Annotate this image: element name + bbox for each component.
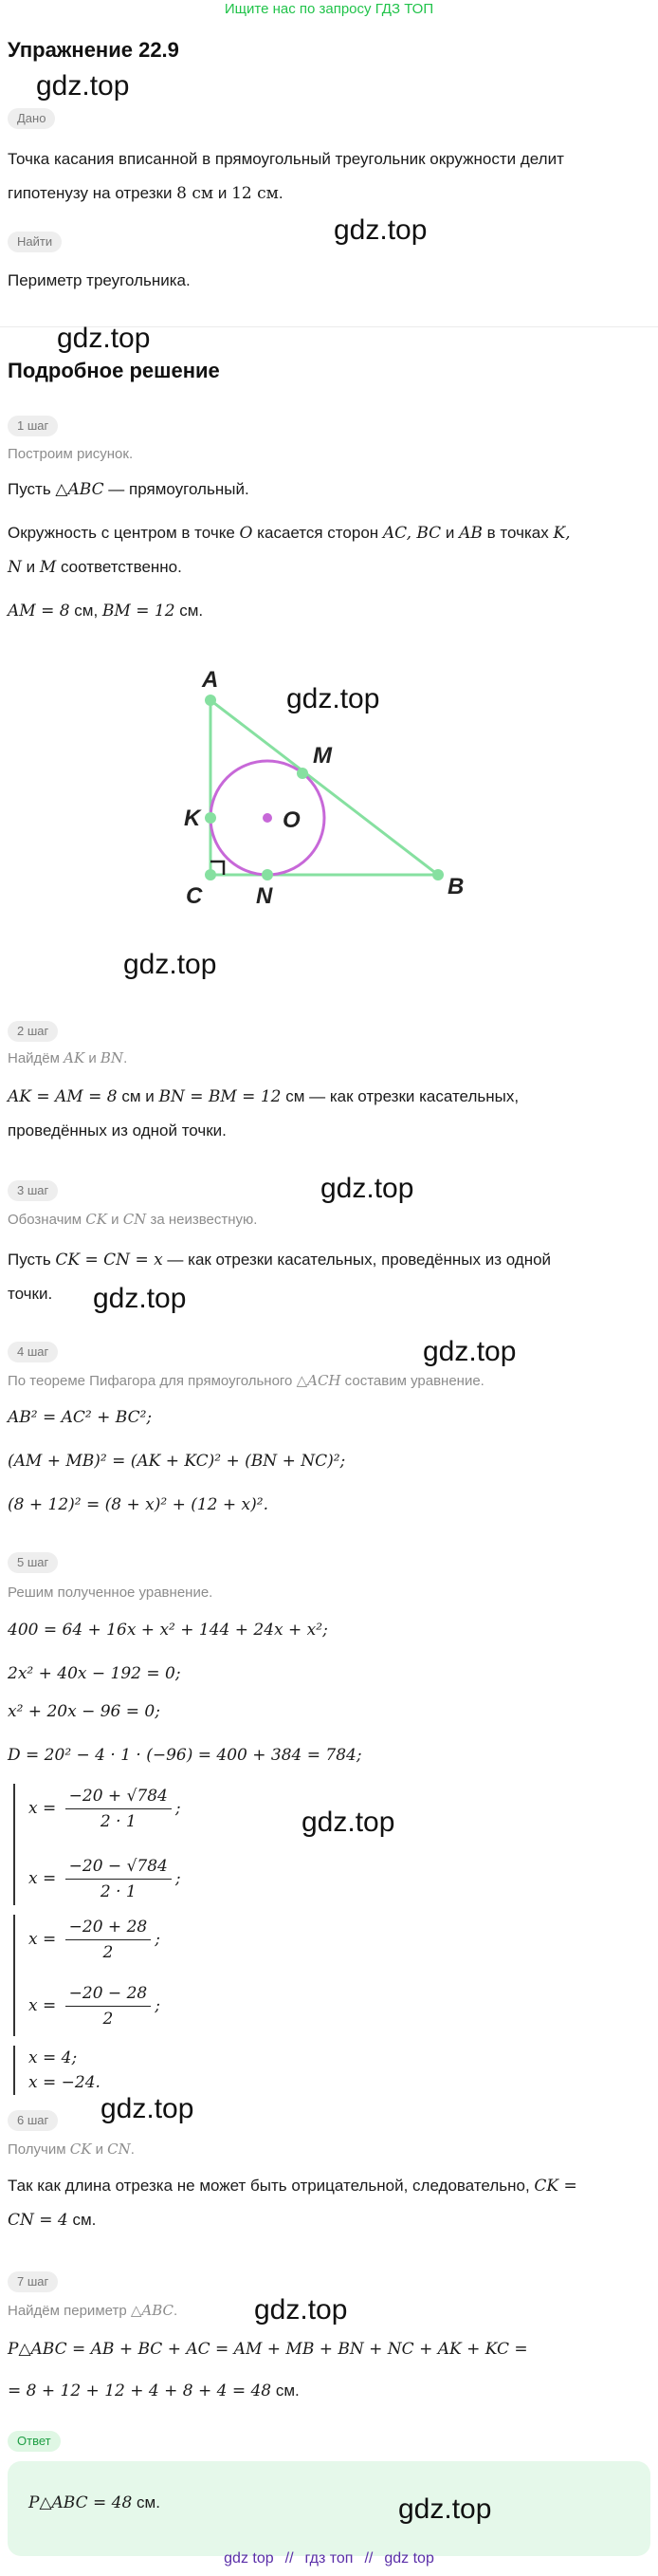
given-line-1: Точка касания вписанной в прямоугольный треугольник окружности делит bbox=[8, 150, 564, 168]
step-2-line-2: проведённых из одной точки. bbox=[8, 1121, 227, 1140]
step-3-line-1: Пусть CK = CN = x — как отрезки касательных, проведённых из одной bbox=[8, 1251, 552, 1269]
step-5-equation-4: D = 20² − 4 · 1 · (−96) = 400 + 384 = 784; bbox=[8, 1746, 362, 1765]
step-3-caption: Обозначим CK и CN за неизвестную. bbox=[8, 1211, 258, 1228]
step-6-line-2: CN = 4 см. bbox=[8, 2211, 97, 2230]
system-1-row-2: x = $\frac{-20 - √784}{2 \cdot 1}$ ; bbox=[28, 1857, 181, 1901]
step-5-equation-2: 2x² + 40x − 192 = 0; bbox=[8, 1664, 181, 1683]
footer-link-2[interactable]: гдз топ bbox=[304, 2550, 354, 2567]
step-5-equation-1: 400 = 64 + 16x + x² + 144 + 24x + x²; bbox=[8, 1621, 328, 1640]
step-6-line-1: Так как длина отрезка не может быть отрицательной, следовательно, CK = bbox=[8, 2177, 577, 2196]
step-6-caption: Получим CK и CN. bbox=[8, 2140, 135, 2158]
label-n: N bbox=[256, 883, 273, 909]
watermark: gdz.top bbox=[101, 2093, 194, 2124]
fraction: $\frac{-20 - √784}{2 \cdot 1}$ bbox=[65, 1856, 172, 1902]
find-text: Периметр треугольника. bbox=[8, 271, 191, 289]
footer-separator: // bbox=[284, 2550, 294, 2567]
fraction: $\frac{-20 + √784}{2 \cdot 1}$ bbox=[65, 1786, 172, 1832]
watermark: gdz.top bbox=[423, 1336, 517, 1367]
label-b: B bbox=[448, 874, 465, 899]
vertex-a-point bbox=[205, 695, 216, 706]
watermark: gdz.top bbox=[398, 2493, 492, 2525]
answer-badge: Ответ bbox=[8, 2431, 61, 2452]
step-4-equation-1: AB² = AC² + BC²; bbox=[8, 1408, 153, 1427]
step-1-line-2: Окружность с центром в точке O касается сторон AC, BC и AB в точках K, bbox=[8, 524, 571, 543]
watermark: gdz.top bbox=[320, 1173, 414, 1204]
step-1-line-4: AM = 8 см, BM = 12 см. bbox=[8, 602, 204, 621]
watermark: gdz.top bbox=[286, 683, 380, 714]
step-7-badge: 7 шаг bbox=[8, 2271, 58, 2292]
point-m bbox=[297, 768, 308, 779]
system-bracket-2 bbox=[13, 1915, 15, 2036]
system-2-row-2: x = $\frac{-20 - 28}{2}$ ; bbox=[28, 1984, 160, 2029]
step-2-badge: 2 шаг bbox=[8, 1021, 58, 1042]
system-2-row-1: x = $\frac{-20 + 28}{2}$ ; bbox=[28, 1918, 160, 1962]
step-2-caption: Найдём AK и BN. bbox=[8, 1049, 128, 1066]
fraction: $\frac{-20 - 28}{2}$ bbox=[65, 1983, 152, 2029]
step-7-equation-1: P△ABC = AB + BC + AC = AM + MB + BN + NC + AK + KC = bbox=[8, 2340, 528, 2359]
watermark: gdz.top bbox=[123, 949, 217, 980]
label-o: O bbox=[283, 807, 301, 833]
given-line-2: гипотенузу на отрезки 8 см и 12 см. bbox=[8, 184, 283, 203]
step-2-line-1: AK = AM = 8 см и BN = BM = 12 см — как отрезки касательных, bbox=[8, 1087, 520, 1106]
step-4-equation-3: (8 + 12)² = (8 + x)² + (12 + x)². bbox=[8, 1495, 268, 1514]
watermark: gdz.top bbox=[36, 70, 130, 102]
step-4-equation-2: (AM + MB)² = (AK + KC)² + (BN + NC)²; bbox=[8, 1452, 346, 1471]
step-3-badge: 3 шаг bbox=[8, 1180, 58, 1201]
step-4-badge: 4 шаг bbox=[8, 1342, 58, 1362]
step-1-caption: Построим рисунок. bbox=[8, 446, 134, 462]
step-1-line-1: Пусть △ABC — прямоугольный. bbox=[8, 480, 249, 499]
footer-link-3[interactable]: gdz top bbox=[384, 2550, 434, 2567]
label-k: K bbox=[184, 806, 201, 831]
label-c: C bbox=[186, 883, 203, 909]
fraction: $\frac{-20 + 28}{2}$ bbox=[65, 1917, 152, 1963]
triangle-abc bbox=[210, 700, 438, 875]
point-n bbox=[262, 869, 273, 880]
search-hint-banner[interactable]: Ищите нас по запросу ГДЗ ТОП bbox=[224, 1, 434, 17]
system-bracket-1 bbox=[13, 1784, 15, 1905]
footer-links bbox=[0, 2550, 658, 2567]
step-7-equation-2: = 8 + 12 + 12 + 4 + 8 + 4 = 48 см. bbox=[8, 2381, 300, 2400]
step-7-caption: Найдём периметр △ABC. bbox=[8, 2302, 178, 2319]
watermark: gdz.top bbox=[302, 1807, 395, 1838]
label-m: M bbox=[313, 743, 332, 769]
solution-title: Подробное решение bbox=[8, 359, 220, 382]
given-badge: Дано bbox=[8, 108, 55, 129]
point-k bbox=[205, 812, 216, 824]
footer-separator: // bbox=[364, 2550, 374, 2567]
label-a: A bbox=[202, 667, 219, 693]
watermark: gdz.top bbox=[334, 214, 428, 246]
step-6-badge: 6 шаг bbox=[8, 2110, 58, 2131]
step-1-line-3: N и M соответственно. bbox=[8, 558, 182, 577]
system-1-row-1: x = $\frac{-20 + √784}{2 \cdot 1}$ ; bbox=[28, 1787, 181, 1831]
step-5-caption: Решим полученное уравнение. bbox=[8, 1585, 213, 1601]
system-bracket-3 bbox=[13, 2046, 15, 2095]
center-point-o bbox=[263, 813, 272, 823]
step-5-badge: 5 шаг bbox=[8, 1552, 58, 1573]
system-3-row-2: x = −24. bbox=[28, 2073, 101, 2092]
watermark: gdz.top bbox=[57, 323, 151, 354]
step-3-line-2: точки. bbox=[8, 1285, 53, 1303]
footer-link-1[interactable]: gdz top bbox=[224, 2550, 274, 2567]
vertex-b-point bbox=[432, 869, 444, 880]
step-4-caption: По теореме Пифагора для прямоугольного △ACH составим уравнение. bbox=[8, 1372, 484, 1389]
system-3-row-1: x = 4; bbox=[28, 2048, 78, 2067]
exercise-title: Упражнение 22.9 bbox=[8, 38, 179, 62]
find-badge: Найти bbox=[8, 232, 62, 252]
step-5-equation-3: x² + 20x − 96 = 0; bbox=[8, 1702, 160, 1721]
watermark: gdz.top bbox=[93, 1283, 187, 1314]
step-1-badge: 1 шаг bbox=[8, 416, 58, 436]
watermark: gdz.top bbox=[254, 2294, 348, 2326]
vertex-c-point bbox=[205, 869, 216, 880]
answer-text: P△ABC = 48 см. bbox=[28, 2493, 160, 2512]
